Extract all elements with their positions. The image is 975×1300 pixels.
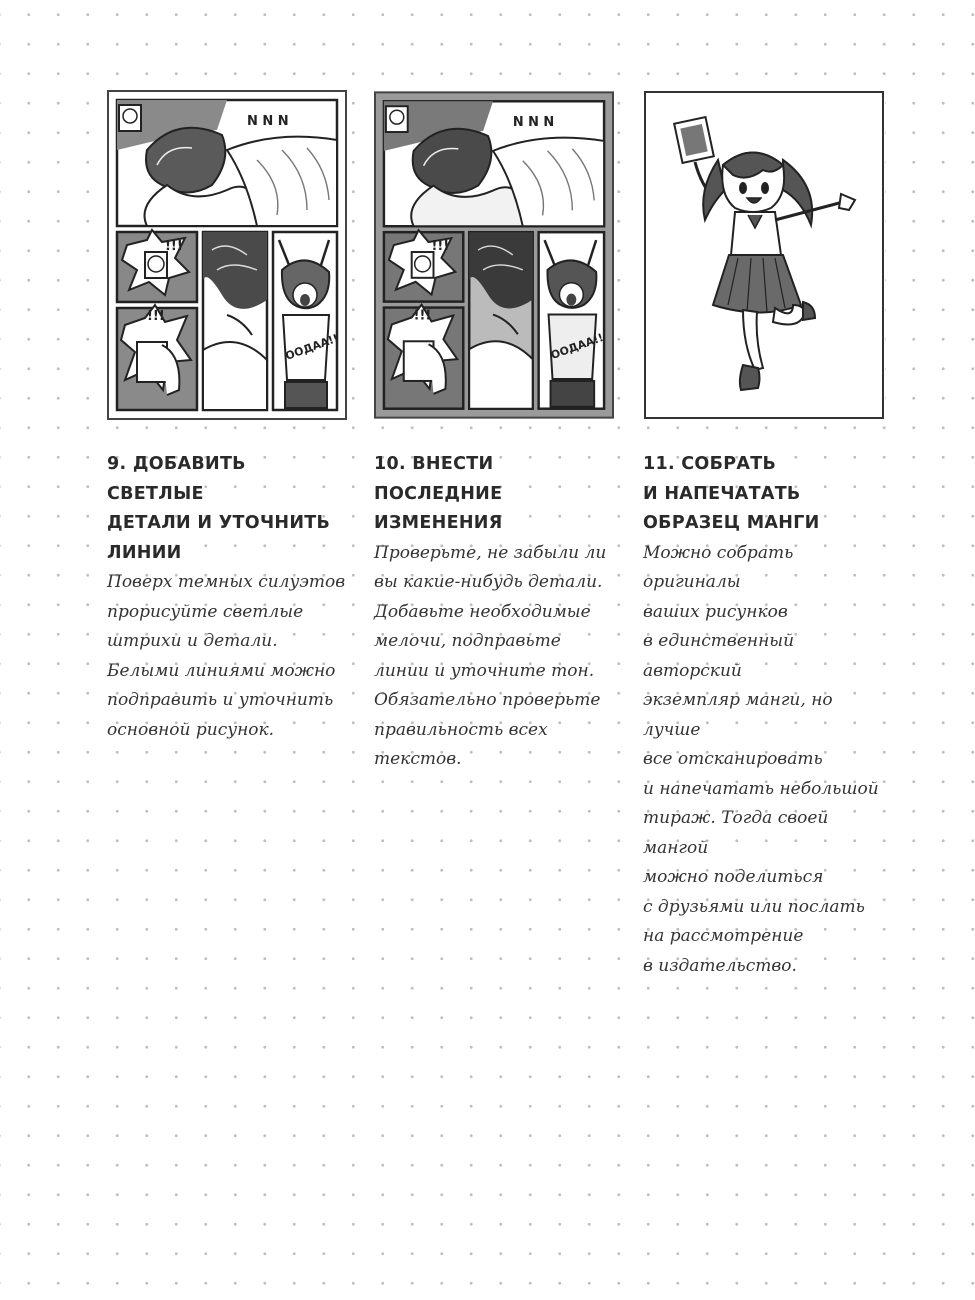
sfx-snore: N N N — [512, 115, 555, 131]
jumping-girl-with-manga-illustration — [643, 90, 885, 420]
sfx-yell: ООДАА!! — [283, 331, 341, 363]
sfx-yell: ООДАА!! — [549, 330, 606, 362]
sfx-alarm-1: !!! — [431, 239, 450, 255]
step-11 — [643, 90, 885, 981]
sfx-alarm-2: !!! — [413, 308, 432, 324]
sfx-snore: N N N — [247, 114, 289, 129]
manga-page-illustration-step-9 — [107, 90, 347, 420]
step-description: Поверх темных силуэтов прорисуйте светлые штрихи и детали. Белыми линиями можно подправить и уточнить основной рисунок. — [107, 572, 346, 740]
step-title: 10. ВНЕСТИ ПОСЛЕДНИЕ ИЗМЕНЕНИЯ — [374, 454, 503, 533]
step-title: 11. СОБРАТЬ И НАПЕЧАТАТЬ ОБРАЗЕЦ МАНГИ — [643, 454, 820, 533]
step-description: Проверьте, не забыли ли вы какие-нибудь детали. Добавьте необходимые мелочи, подправьте линии и уточните тон. Обязательно проверьте правильность всех текстов. — [374, 542, 607, 769]
manga-page-illustration-step-10 — [374, 90, 614, 420]
step-description: Можно собрать оригиналы ваших рисунков в единственный авторский экземпляр манги, но лучше все отсканировать и напечатать небольшой тираж. Тогда своей мангой можно поделиться с друзьями или послать на рассмотрение в издательство. — [643, 542, 879, 976]
step-9 — [107, 90, 347, 745]
sfx-alarm-1: !!! — [165, 239, 183, 254]
step-10 — [374, 90, 616, 775]
step-title: 9. ДОБАВИТЬ СВЕТЛЫЕ ДЕТАЛИ И УТОЧНИТЬ ЛИНИИ — [107, 454, 331, 563]
sfx-alarm-2: !!! — [147, 309, 165, 324]
